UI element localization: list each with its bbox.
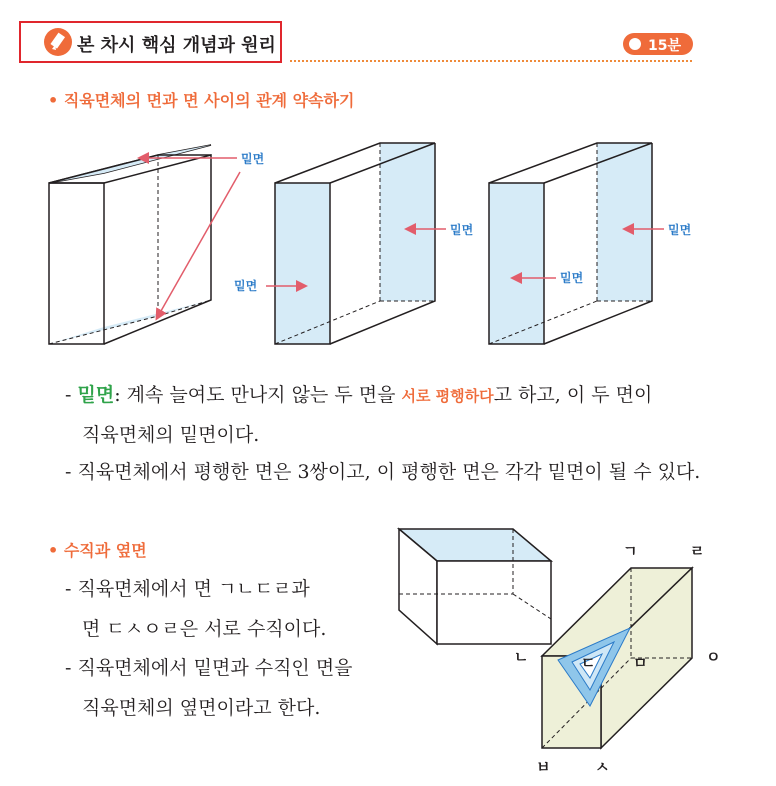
vertex-label-d: ㄷ [581, 654, 596, 672]
perpendicular-figure [390, 520, 740, 780]
base-label: 밑면 [450, 223, 474, 237]
vertex-label-g: ㄱ [623, 542, 638, 560]
section1-bullet: • [48, 91, 59, 110]
vertex-label-b: ㅂ [536, 758, 551, 776]
perpendicular-line1: - 직육면체에서 면 ㄱㄴㄷㄹ과 [65, 578, 310, 600]
base-definition-line2: 직육면체의 밑면이다. [82, 424, 260, 446]
vertex-label-r: ㄹ [690, 542, 705, 560]
base-label: 밑면 [560, 271, 584, 285]
side-face-line1: - 직육면체에서 밑면과 수직인 면을 [65, 657, 353, 679]
section1-title [48, 88, 354, 111]
section1-title-text: 직육면체의 면과 면 사이의 관계 약속하기 [63, 91, 355, 110]
section2-title-text: 수직과 옆면 [63, 541, 147, 560]
base-label: 밑면 [668, 223, 692, 237]
dash: - [65, 384, 72, 406]
base-label: 밑면 [241, 152, 265, 166]
base-definition-line1 [65, 380, 652, 407]
box-3 [489, 143, 652, 344]
clock-icon [629, 38, 641, 50]
vertex-label-m: ㅁ [633, 654, 648, 672]
box-2 [275, 143, 435, 344]
vertex-label-n: ㄴ [514, 648, 529, 666]
perpendicular-line2: 면 ㄷㅅㅇㄹ은 서로 수직이다. [82, 618, 327, 640]
large-prism [542, 568, 692, 748]
definition-text-cont: 고 하고, 이 두 면이 [493, 384, 653, 406]
base-label: 밑면 [234, 279, 258, 293]
side-face-line2: 직육면체의 옆면이라고 한다. [82, 697, 321, 719]
section2-title [48, 538, 147, 561]
section2-bullet: • [48, 541, 59, 560]
box-1 [49, 145, 211, 344]
header-divider [290, 60, 692, 62]
parallel-pairs-statement: - 직육면체에서 평행한 면은 3쌍이고, 이 평행한 면은 각각 밑면이 될 수 있다. [65, 461, 701, 483]
time-badge-label: 15분 [648, 38, 682, 54]
term-base-face: 밑면 [77, 384, 115, 406]
definition-text: : 계속 늘여도 만나지 않는 두 면을 [114, 384, 402, 406]
vertex-label-o: ㅇ [706, 648, 721, 666]
vertex-label-s: ㅅ [595, 758, 610, 776]
pencil-icon [44, 28, 72, 56]
lesson-title: 본 차시 핵심 개념과 원리 [77, 35, 276, 56]
base-faces-figure [0, 130, 776, 360]
parallel-highlight: 서로 평행하다 [401, 387, 494, 405]
small-box [399, 529, 551, 644]
